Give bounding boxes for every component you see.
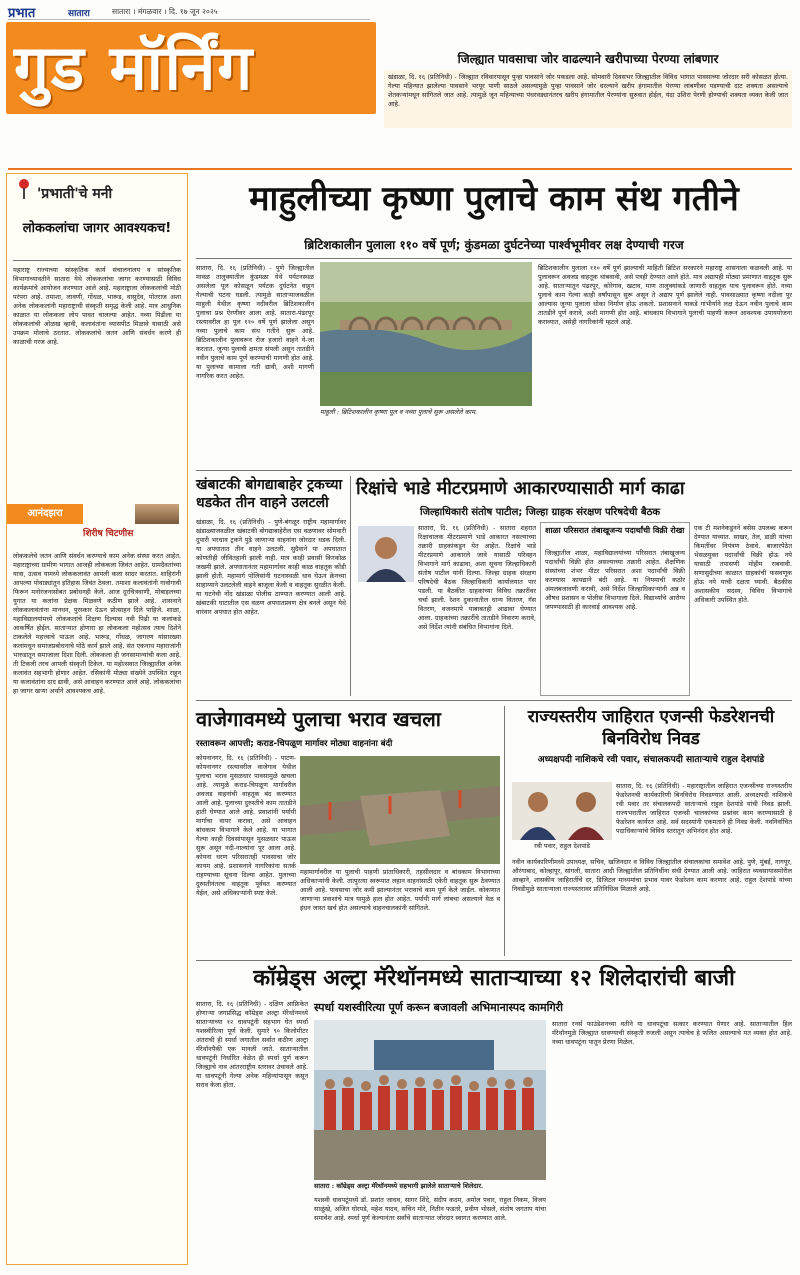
masthead-rule — [8, 168, 792, 170]
lead-body: सातारा, दि. १६ (प्रतिनिधी) - पुणे जिल्ह्यातील मावळ तालुक्यातील कुंडमळा येथे पर्यटनस्थळ असलेला पूल कोसळून पर्यटक दुर्घटनेत वाहून गेल्याची घटना घडली. त्यामुळे साताऱ्याजवळील माहुली येथील कृष्णा नदीवरील ब्रिटिशकालीन पुलाचा प्रश्न ऐरणीवर आला आहे. सातारा-पंढरपूर रस्त्यावरील हा पूल ११० वर्षे पूर्ण झालेला असून नव्या पुलाचे काम संथ गतीने सुरू आहे. ब्रिटिशकालीन पुलावरून रोज हजारो वाहने ये-जा करतात. जुन्या पुलाची क्षमता संपली असून तातडीने नवीन पुलाचे काम पूर्ण करण्याची मागणी होत आहे. या पुलाच्या कामाला गती द्यावी, अशी मागणी नागरिक करत आहेत. — [196, 264, 314, 380]
column-body: महाराष्ट्र राज्याच्या सांस्कृतिक कार्य संचालनालय व सांस्कृतिक विभागाच्यावतीने सातारा येथे लोककलांचा जागर करण्यासाठी विविध कार्यक्रमांचे आयोजन करण्यात आले आहे. महाराष्ट्राला लोककलांची मोठी परंपरा आहे. तमाशा, लावणी, गोंधळ, भारूड, वासुदेव, पोतराज अशा अनेक लोककलांनी महाराष्ट्राची संस्कृती समृद्ध केली आहे. मात्र आधुनिक काळात या लोककला लोप पावत चालल्या आहेत. नव्या पिढीला या लोककलांची ओळख व्हावी, कलावंतांना व्यासपीठ मिळावे यासाठी असे उपक्रम मोलाचे ठरतात. लोककलांचे जतन आणि संवर्धन करणे ही काळाची गरज आहे. — [13, 266, 181, 346]
column-tag: 'प्रभाती'चे मनी — [37, 186, 113, 202]
lead-rule — [196, 258, 792, 259]
masthead — [0, 0, 800, 120]
column-body-2: लोककलेचे जतन आणि संवर्धन करण्याचे काम अनेक संस्था करत आहेत. महाराष्ट्राच्या ग्रामीण भागात आजही लोककला जिवंत आहेत. ग्रामदैवतांच्या यात्रा, उत्सव यामध्ये लोककलावंत आपली कला सादर करतात. शाहिरांनी आपल्या पोवाड्यांतून इतिहास जिवंत ठेवला. तमाशा कलावंतांनी गावोगावी फिरून मनोरंजनासोबत प्रबोधनही केले. आज दूरचित्रवाणी, मोबाइलच्या युगात या कलांना प्रेक्षक मिळवणे कठीण झाले आहे. शासनाने लोककलावंतांना मानधन, पुरस्कार देऊन प्रोत्साहन दिले पाहिजे. शाळा, महाविद्यालयांमध्ये लोककलांचे शिक्षण दिल्यास नवी पिढी या कलांकडे आकर्षित होईल. साताऱ्यात होणारा हा लोककला महोत्सव त्याच दिशेने टाकलेले महत्त्वाचे पाऊल आहे. भारूड, गोंधळ, जागरण यांसारख्या कलांमधून समाजप्रबोधनाचे मोठे कार्य झाले आहे. संत एकनाथ महाराजांनी भारुडातून समाजाला दिशा दिली. लोककला ही जनसामान्यांची कला आहे. ती टिकली तरच आपली संस्कृती टिकेल. या महोत्सवात जिल्ह्यातील अनेक कलावंत सहभागी होणार आहेत. रसिकांनी मोठ्या संख्येने उपस्थित राहून या कलावंतांना दाद द्यावी, असे आवाहन करण्यात आले आहे. लोककलांचा हा जागर खऱ्या अर्थाने आवश्यकच आहे. — [13, 552, 181, 695]
lead-body-2: ब्रिटिशकालीन पुलाला ११० वर्षे पूर्ण झाल्याची माहिती ब्रिटिश सरकारने महाराष्ट्र शासनाला कळवली आहे. या पुलावरून अवजड वाहतूक थांबवावी, असे पत्रही देण्यात आले होते. मात्र अद्यापही मोठ्या प्रमाणात वाहतूक सुरू आहे. साताऱ्यातून पंढरपूर, कोरेगाव, खटाव, माण तालुक्यांकडे जाणारी वाहतूक याच पुलावरून होते. नव्या पुलाचे काम गेल्या काही वर्षांपासून सुरू असून ते अद्याप पूर्ण झालेले नाही. पावसाळ्यात कृष्णा नदीला पूर आल्यास जुन्या पुलाला धोका निर्माण होऊ शकतो. प्रशासनाने याकडे गांभीर्याने लक्ष देऊन नवीन पुलाचे काम तातडीने पूर्ण करावे, अशी मागणी होत आहे. बांधकाम विभागाने पुलाची पाहणी करून आवश्यक उपाययोजना कराव्यात, असेही नागरिकांनी म्हटले आहे. — [538, 264, 792, 326]
column-badge: आनंदझरा — [7, 504, 83, 524]
rule-3 — [196, 960, 792, 961]
bridge-headline: वाजेगावमध्ये पुलाचा भराव खचला — [196, 707, 441, 731]
pin-icon — [15, 178, 33, 200]
column-tag-box — [37, 182, 177, 208]
rule-v-2 — [504, 706, 505, 956]
lead-headline: माहुलीच्या कृष्णा पुलाचे काम संथ गतीने — [249, 179, 739, 219]
tobacco-box — [540, 522, 690, 696]
dateline: सातारा । मंगळवार । दि. १७ जून २०२५ — [112, 7, 218, 16]
column-box — [6, 173, 188, 1265]
bridge-photo — [300, 756, 500, 864]
lead-caption: माहुली : ब्रिटिशकालीन कृष्णा पूल व नव्या पुलाचे सुरू असलेले काम. — [320, 408, 478, 416]
bridge-body: कोयनानगर, दि. १६ (प्रतिनिधी) - पाटण-कोयनानगर रस्त्यावरील वाजेगाव येथील पुलाचा भराव मुसळधार पावसामुळे खचला आहे. त्यामुळे कराड-चिपळूण मार्गावरील अवजड वाहनांची वाहतूक बंद करण्यात आली आहे. पुलाच्या दुरुस्तीचे काम तातडीने हाती घेण्यात आले आहे. प्रवाशांनी पर्यायी मार्गाचा वापर करावा, असे आवाहन बांधकाम विभागाने केले आहे. या भागात गेल्या काही दिवसांपासून मुसळधार पाऊस सुरू असून नदी-नाल्यांना पूर आला आहे. कोयना धरण परिसरातही पावसाचा जोर कायम आहे. प्रशासनाने नागरिकांना सतर्क राहण्याच्या सूचना दिल्या आहेत. पुलाच्या दुरुस्तीनंतरच वाहतूक पूर्ववत करण्यात येईल, असे अधिकाऱ्यांनी स्पष्ट केले. — [196, 754, 296, 897]
marathon-subhead: स्पर्धा यशस्वीरित्या पूर्ण करून बजावली अभिमानास्पद कामगिरी — [314, 1001, 564, 1014]
column-headline: लोककलांचा जागर आवश्यकच! — [22, 221, 172, 236]
rickshaw-headline: रिक्षांचे भाडे मीटरप्रमाणे आकारण्यासाठी मार्ग काढा — [356, 478, 685, 499]
truck-body: खंडाळा, दि. १६ (प्रतिनिधी) - पुणे-बंगळूर राष्ट्रीय महामार्गावर खंडाळ्याजवळील खंबाटकी बोगद्याबाहेरील एस वळणावर सोमवारी दुपारी भरधाव ट्रकने पुढे जाणाऱ्या वाहनांना जोरदार धडक दिली. या अपघातात तीन वाहने उलटली. सुदैवाने या अपघातात कोणतीही जीवितहानी झाली नाही. मात्र काही प्रवासी किरकोळ जखमी झाले. अपघातानंतर महामार्गावर काही काळ वाहतूक कोंडी झाली होती. महामार्ग पोलिसांनी घटनास्थळी धाव घेऊन क्रेनच्या साहाय्याने उलटलेली वाहने बाजूला केली व वाहतूक सुरळीत केली. या घटनेची नोंद खंडाळा पोलीस ठाण्यात करण्यात आली आहे. खंबाटकी घाटातील एस वळण अपघातप्रवण क्षेत्र बनले असून येथे वारंवार अपघात होत आहेत. — [196, 518, 346, 616]
top-story-body: खंडाळा, दि. १६ (प्रतिनिधी) - जिल्ह्यात रविवारपासून पुन्हा पावसाने जोर पकडला आहे. सोमवारी दिवसभर जिल्ह्यातील विविध भागात पावसाच्या जोरदार सरी कोसळत होत्या. गेल्या महिन्यात झालेल्या पावसाने भरपूर पाणी साठले असल्यामुळे पुन्हा पावसाने जोर धरल्याने खरीप हंगामातील पेरण्या लांबणीवर पडण्याची दाट शक्यता असल्याचे शेतकऱ्यांमधून सांगितले जात आहे. त्यामुळे जून महिन्याच्या पंधरवड्यानंतरच खरीप हंगामातील पेरण्यांना सुरुवात होईल, यंदा उशिरा पेरणी होण्याची शक्यता व्यक्त केली जात आहे. — [388, 73, 788, 108]
bridge-subhead: रस्तावरून आपत्ती; कराड-चिपळूण मार्गावर मोठ्या वाहनांना बंदी — [196, 739, 393, 749]
masthead-logo — [6, 22, 376, 114]
marathon-caption: सातारा : कॉम्रेड्स अल्ट्रा मॅरेथॉनमध्ये सहभागी झालेले साताऱ्याचे शिलेदार. — [314, 1182, 484, 1190]
marathon-photo — [314, 1020, 546, 1180]
marathon-body-2: यशस्वी धावपटूंमध्ये डॉ. प्रशांत जाधव, सागर शिंदे, संदीप कदम, अमोल पवार, राहुल निकम, विजय साळुंखे, अजित घोरपडे, महेश यादव, सचिन मोरे, नितीन फडतरे, प्रवीण भोसले, संतोष जगताप यांचा समावेश आहे. स्पर्धा पूर्ण केल्यानंतर सर्वांचे साताऱ्यात जोरदार स्वागत करण्यात आले. — [314, 1196, 546, 1222]
tobacco-headline: शाळा परिसरात तंबाखूजन्य पदार्थांची विक्री रोखा — [545, 526, 685, 535]
agency-photos — [512, 782, 612, 840]
rule-2 — [196, 700, 792, 701]
marathon-headline: कॉम्रेड्स अल्ट्रा मॅरेथॉनमध्ये साताऱ्याच्या १२ शिलेदारांची बाजी — [253, 966, 735, 991]
bridge-body-2: महामार्गावरील या पुलाची पाहणी प्रांताधिकारी, तहसीलदार व बांधकाम विभागाच्या अधिकाऱ्यांनी केली. तात्पुरत्या स्वरूपात लहान वाहनांसाठी एकेरी वाहतूक सुरू ठेवण्यात आली आहे. पावसाचा जोर कमी झाल्यानंतर भरावाचे काम पूर्ण केले जाईल. कोकणात जाणाऱ्या प्रवाशांचे मात्र यामुळे हाल होत आहेत. पर्यायी मार्ग लांबचा असल्याने वेळ व इंधन जास्त खर्च होत असल्याचे वाहनचालकांनी सांगितले. — [300, 868, 500, 912]
author-strip — [7, 504, 187, 544]
lead-photo — [320, 262, 532, 406]
column-rule — [13, 260, 181, 261]
edition-bar — [8, 5, 370, 20]
truck-headline: खंबाटकी बोगद्याबाहेर ट्रकच्या धडकेत तीन वाहने उलटली — [196, 477, 343, 511]
agency-body-2: नवीन कार्यकारिणीमध्ये उपाध्यक्ष, सचिव, खजिनदार व विविध जिल्ह्यांतील संचालकांचा समावेश आहे. पुणे, मुंबई, नागपूर, औरंगाबाद, कोल्हापूर, सांगली, सातारा आदी जिल्ह्यांतील प्रतिनिधींना संधी देण्यात आली आहे. जाहिरात व्यवसायासमोरील आव्हाने, शासकीय जाहिरातींचे दर, डिजिटल माध्यमांचा प्रभाव यावर फेडरेशन काम करणार आहे. राहुल देशपांडे यांच्या निवडीमुळे साताऱ्याला राज्यस्तरावर प्रतिनिधित्व मिळाले आहे. — [512, 858, 792, 893]
edition-name: सातारा — [68, 9, 90, 19]
paper-name: प्रभात — [8, 6, 36, 21]
tobacco-body: जिल्ह्यातील शाळा, महाविद्यालयांच्या परिसरात तंबाखूजन्य पदार्थांची विक्री होत असल्याच्या तक्रारी आहेत. शैक्षणिक संस्थांच्या शंभर मीटर परिसरात अशा पदार्थांची विक्री करण्यास कायद्याने बंदी आहे. या नियमाची कठोर अंमलबजावणी करावी, असे निर्देश जिल्हाधिकाऱ्यांनी अन्न व औषध प्रशासन व पोलीस विभागाला दिले. विद्यार्थ्यांचे आरोग्य जपण्यासाठी ही कारवाई आवश्यक आहे. — [545, 549, 685, 611]
agency-headline: राज्यस्तरीय जाहिरात एजन्सी फेडरेशनची बिनविरोध निवड — [527, 707, 775, 749]
marathon-body-3: सातारा रनर्स फाउंडेशनच्या वतीने या धावपटूंचा सत्कार करण्यात येणार आहे. साताऱ्यातील हिल मॅरेथॉनमुळे जिल्ह्यात धावण्याची संस्कृती रुजली असून त्याचेच हे फलित असल्याचे मत व्यक्त होत आहे. नव्या धावपटूंना यातून प्रेरणा मिळेल. — [552, 1020, 792, 1046]
rickshaw-body-right: एक टी मशनेकडूनने बसेस उपलब्ध करून देण्यात याव्यात. साखर, तेल, डाळी यांच्या किमतींवर नियंत्रण ठेवावे. बाजारपेठेत भेसळयुक्त पदार्थांची विक्री होऊ नये यासाठी तपासणी मोहीम राबवावी. सणासुदीच्या काळात ग्राहकांची फसवणूक होऊ नये याची दक्षता घ्यावी. बैठकीस अशासकीय सदस्य, विविध विभागांचे अधिकारी उपस्थित होते. — [694, 524, 792, 604]
masthead-title: गुड मॉर्निंग — [14, 31, 255, 104]
agency-subhead: अध्यक्षपदी नाशिकचे रवी पवार, संचालकपदी साताऱ्याचे राहुल देशपांडे — [537, 755, 765, 765]
marathon-body: सातारा, दि. १६ (प्रतिनिधी) - दक्षिण आफ्रिकेत होणाऱ्या जगप्रसिद्ध कॉम्रेड्स अल्ट्रा मॅरेथॉनमध्ये साताऱ्याच्या १२ धावपटूंनी सहभाग घेत स्पर्धा यशस्वीरित्या पूर्ण केली. सुमारे ९० किलोमीटर अंतराची ही स्पर्धा जगातील सर्वात कठीण अल्ट्रा मॅरेथॉनपैकी एक मानली जाते. साताऱ्यातील धावपटूंनी निर्धारित वेळेत ही स्पर्धा पूर्ण करून जिल्ह्याचे नाव आंतरराष्ट्रीय स्तरावर उंचावले आहे. या धावपटूंनी गेल्या अनेक महिन्यांपासून कसून सराव केला होता. — [196, 1000, 308, 1089]
rickshaw-body: सातारा, दि. १६ (प्रतिनिधी) - सातारा शहरात रिक्षाचालक मीटरप्रमाणे भाडे आकारत नसल्याच्या तक्रारी ग्राहकांकडून येत आहेत. रिक्षांचे भाडे मीटरप्रमाणे आकारले जावे यासाठी परिवहन विभागाने मार्ग काढावा, अशा सूचना जिल्हाधिकारी संतोष पाटील यांनी दिल्या. जिल्हा ग्राहक संरक्षण परिषदेची बैठक जिल्हाधिकारी कार्यालयात पार पडली. या बैठकीत ग्राहकांच्या विविध तक्रारींवर चर्चा झाली. रेशन दुकानातील धान्य वितरण, गॅस वितरण, वजनमापे याबाबतही आढावा घेण्यात आला. ग्राहकांच्या तक्रारींचे तातडीने निवारण करावे, असे निर्देश त्यांनी संबंधित विभागांना दिले. — [418, 524, 536, 631]
author-photo — [135, 504, 179, 524]
agency-caption: रवी पवार, राहुल देशपांडे — [534, 842, 590, 850]
rule-v-1 — [350, 476, 351, 696]
top-story-headline: जिल्ह्यात पावसाचा जोर वाढल्याने खरीपाच्या पेरण्या लांबणार — [457, 52, 719, 66]
top-story — [384, 52, 792, 128]
column-author: शिरीष चिटणीस — [83, 529, 134, 539]
lead-subhead: ब्रिटिशकालीन पुलाला ११० वर्षे पूर्ण; कुंडमळा दुर्घटनेच्या पार्श्वभूमीवर लक्ष देण्याची गरज — [304, 238, 684, 252]
collector-photo — [358, 526, 414, 582]
rickshaw-subhead: जिल्हाधिकारी संतोष पाटील; जिल्हा ग्राहक संरक्षण परिषदेची बैठक — [420, 507, 661, 518]
agency-body: सातारा, दि. १६ (प्रतिनिधी) - महाराष्ट्रातील जाहिरात एजन्सीच्या राज्यस्तरीय फेडरेशनची कार्यकारिणी बिनविरोध निवडण्यात आली. अध्यक्षपदी नाशिकचे रवी पवार तर संचालकपदी साताऱ्याचे राहुल देशपांडे यांची निवड झाली. राज्यभरातील जाहिरात एजन्सी चालकांच्या प्रश्नांवर काम करण्यासाठी हे फेडरेशन कार्यरत आहे. सर्व सदस्यांनी एकमताने ही निवड केली. नवनिर्वाचित पदाधिकाऱ्यांचे विविध स्तरातून अभिनंदन होत आहे. — [616, 782, 792, 835]
rule-1 — [196, 470, 792, 471]
